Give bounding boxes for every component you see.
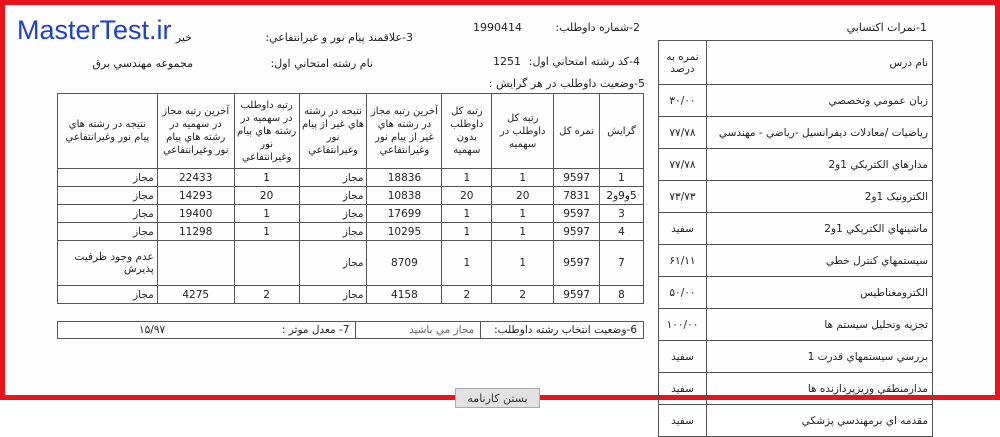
- exam-name-value: مجموعه مهندسي برق: [92, 57, 193, 70]
- rank-cell: 2: [234, 286, 299, 304]
- grade-row: [659, 341, 933, 373]
- rank-cell: [157, 241, 234, 286]
- grades-header-row: [659, 41, 933, 85]
- selection-status-label: 6-وضعيت انتخاب رشته داوطلب:: [481, 322, 644, 339]
- course-name: بررسي سيستمهاي قدرت 1: [706, 341, 932, 373]
- gpa-value: ۱۵/۹۷: [58, 322, 247, 339]
- grade-row: [659, 181, 933, 213]
- rank-row: [58, 241, 644, 286]
- course-name: الکترومغناطيس: [706, 277, 932, 309]
- rank-cell: 14293: [157, 187, 234, 205]
- rank-cell: مجاز: [58, 187, 158, 205]
- rank-row: [58, 286, 644, 304]
- rank-cell: 9597: [554, 169, 600, 187]
- grade-row: [659, 405, 933, 437]
- grades-header-name: نام درس: [706, 41, 932, 85]
- rank-cell: 20: [234, 187, 299, 205]
- course-score: ۶۱/۱۱: [659, 245, 707, 277]
- rank-cell: 22433: [157, 169, 234, 187]
- course-score: سفيد: [659, 373, 707, 405]
- rank-cell: 5و9و2: [600, 187, 644, 205]
- rank-cell: [234, 241, 299, 286]
- rank-cell: عدم وجود ظرفيت پذيرش: [58, 241, 158, 286]
- rank-cell: 8: [600, 286, 644, 304]
- course-score: ۷۷/۷۸: [659, 117, 707, 149]
- rank-cell: 1: [442, 205, 492, 223]
- rank-cell: مجاز: [58, 205, 158, 223]
- course-name: ماشينهاي الکتريکي 1و2: [706, 213, 932, 245]
- ranks-header-row: [58, 94, 644, 169]
- grade-row: [659, 85, 933, 117]
- rank-cell: 20: [492, 187, 554, 205]
- section-5-label: 5-وضعيت داوطلب در هر گرايش :: [488, 77, 645, 90]
- grade-row: [659, 117, 933, 149]
- rank-cell: 20: [442, 187, 492, 205]
- interest-value: خير: [175, 31, 192, 44]
- grade-row: [659, 149, 933, 181]
- grades-table: [658, 40, 933, 437]
- exam-code-label: 4-کد رشته امتحاني اول:: [528, 55, 640, 68]
- gpa-label: 7- معدل موثر :: [246, 322, 356, 339]
- course-score: ۷۳/۷۳: [659, 181, 707, 213]
- rank-cell: 1: [442, 241, 492, 286]
- ranks-table: [57, 93, 644, 304]
- rank-cell: مجاز: [299, 187, 367, 205]
- rank-cell: 7: [600, 241, 644, 286]
- course-name: الکترونيک 1و2: [706, 181, 932, 213]
- course-score: سفيد: [659, 405, 707, 437]
- course-score: ۵۰/۰۰: [659, 277, 707, 309]
- rank-cell: 2: [442, 286, 492, 304]
- rank-cell: 2: [492, 286, 554, 304]
- rank-cell: 1: [492, 205, 554, 223]
- ranks-header-cell: رتبه داوطلب در سهميه در رشته هاي پيام نور وغيرانتفاعي: [234, 94, 299, 169]
- course-name: سيستمهاي کنترل خطي: [706, 245, 932, 277]
- applicant-number-label: 2-شماره داوطلب:: [555, 21, 640, 34]
- rank-cell: 1: [492, 169, 554, 187]
- ranks-header-cell: رتبه کل داوطلب در سهميه: [492, 94, 554, 169]
- rank-cell: مجاز: [299, 223, 367, 241]
- ranks-header-cell: رتبه کل داوطلب بدون سهميه: [442, 94, 492, 169]
- grade-row: [659, 245, 933, 277]
- rank-cell: 1: [234, 223, 299, 241]
- grades-header-score: نمره به درصد: [659, 41, 707, 85]
- exam-name-label: نام رشته امتحاني اول:: [270, 57, 373, 70]
- ranks-header-cell: نتيجه در رشته هاي غير از پيام نور وغيرانتفاعي: [299, 94, 367, 169]
- rank-cell: 9597: [554, 241, 600, 286]
- rank-row: [58, 187, 644, 205]
- watermark-text: MasterTest.ir: [17, 15, 172, 45]
- course-score: سفيد: [659, 213, 707, 245]
- interest-label: 3-علاقمند پيام نور و غيرانتفاعي:: [265, 31, 413, 44]
- rank-cell: مجاز: [299, 286, 367, 304]
- rank-cell: 17699: [367, 205, 442, 223]
- ranks-header-cell: گرايش: [600, 94, 644, 169]
- rank-cell: 18836: [367, 169, 442, 187]
- course-score: ۱۰۰/۰۰: [659, 309, 707, 341]
- rank-cell: 1: [600, 169, 644, 187]
- rank-cell: 1: [234, 169, 299, 187]
- ranks-header-cell: آخرين رتبه مجاز در سهميه در رشته هاي پيام نور وغيرانتفاعي: [157, 94, 234, 169]
- rank-cell: مجاز: [299, 169, 367, 187]
- rank-cell: 11298: [157, 223, 234, 241]
- close-report-button[interactable]: بستن کارنامه: [455, 388, 540, 408]
- rank-cell: 1: [492, 223, 554, 241]
- course-score: ۳۰/۰۰: [659, 85, 707, 117]
- rank-row: [58, 205, 644, 223]
- course-score: سفيد: [659, 341, 707, 373]
- grade-row: [659, 277, 933, 309]
- grade-row: [659, 309, 933, 341]
- course-name: تجزيه وتحليل سيستم ها: [706, 309, 932, 341]
- rank-cell: مجاز: [58, 223, 158, 241]
- ranks-header-cell: نمره کل: [554, 94, 600, 169]
- exam-code-value: 1251: [493, 55, 521, 68]
- rank-cell: مجاز: [58, 169, 158, 187]
- rank-row: [58, 223, 644, 241]
- course-name: رياضيات /معادلات ديفرانسيل -رياضي - مهندسي: [706, 117, 932, 149]
- rank-cell: 1: [492, 241, 554, 286]
- rank-cell: 10838: [367, 187, 442, 205]
- rank-cell: 8709: [367, 241, 442, 286]
- section-1-label: 1-نمرات اکتسابي: [846, 21, 927, 34]
- rank-cell: 1: [234, 205, 299, 223]
- course-name: زبان عمومي وتخصصي: [706, 85, 932, 117]
- course-name: مدارمنطقي وريزپردازنده ها: [706, 373, 932, 405]
- rank-cell: 9597: [554, 205, 600, 223]
- rank-cell: مجاز: [299, 205, 367, 223]
- rank-cell: 4275: [157, 286, 234, 304]
- rank-row: [58, 169, 644, 187]
- course-name: مقدمه اي برمهندسي پزشکي: [706, 405, 932, 437]
- selection-status-value: مجاز مي باشيد: [356, 322, 481, 339]
- rank-cell: مجاز: [58, 286, 158, 304]
- course-score: ۷۷/۷۸: [659, 149, 707, 181]
- grade-row: [659, 213, 933, 245]
- rank-cell: 7831: [554, 187, 600, 205]
- rank-cell: 19400: [157, 205, 234, 223]
- rank-cell: مجاز: [299, 241, 367, 286]
- rank-cell: 4158: [367, 286, 442, 304]
- rank-cell: 1: [442, 169, 492, 187]
- applicant-number-value: 1990414: [473, 21, 522, 34]
- status-table: [57, 321, 644, 339]
- rank-cell: 9597: [554, 223, 600, 241]
- rank-cell: 9597: [554, 286, 600, 304]
- rank-cell: 4: [600, 223, 644, 241]
- ranks-header-cell: آخرين رتبه مجاز در رشته هاي غير از پيام نور وغيرانتفاعي: [367, 94, 442, 169]
- rank-cell: 1: [442, 223, 492, 241]
- rank-cell: 10295: [367, 223, 442, 241]
- ranks-header-cell: نتيجه در رشته هاي پيام نور وغيرانتفاعي: [58, 94, 158, 169]
- course-name: مدارهاي الکتريکي 1و2: [706, 149, 932, 181]
- rank-cell: 3: [600, 205, 644, 223]
